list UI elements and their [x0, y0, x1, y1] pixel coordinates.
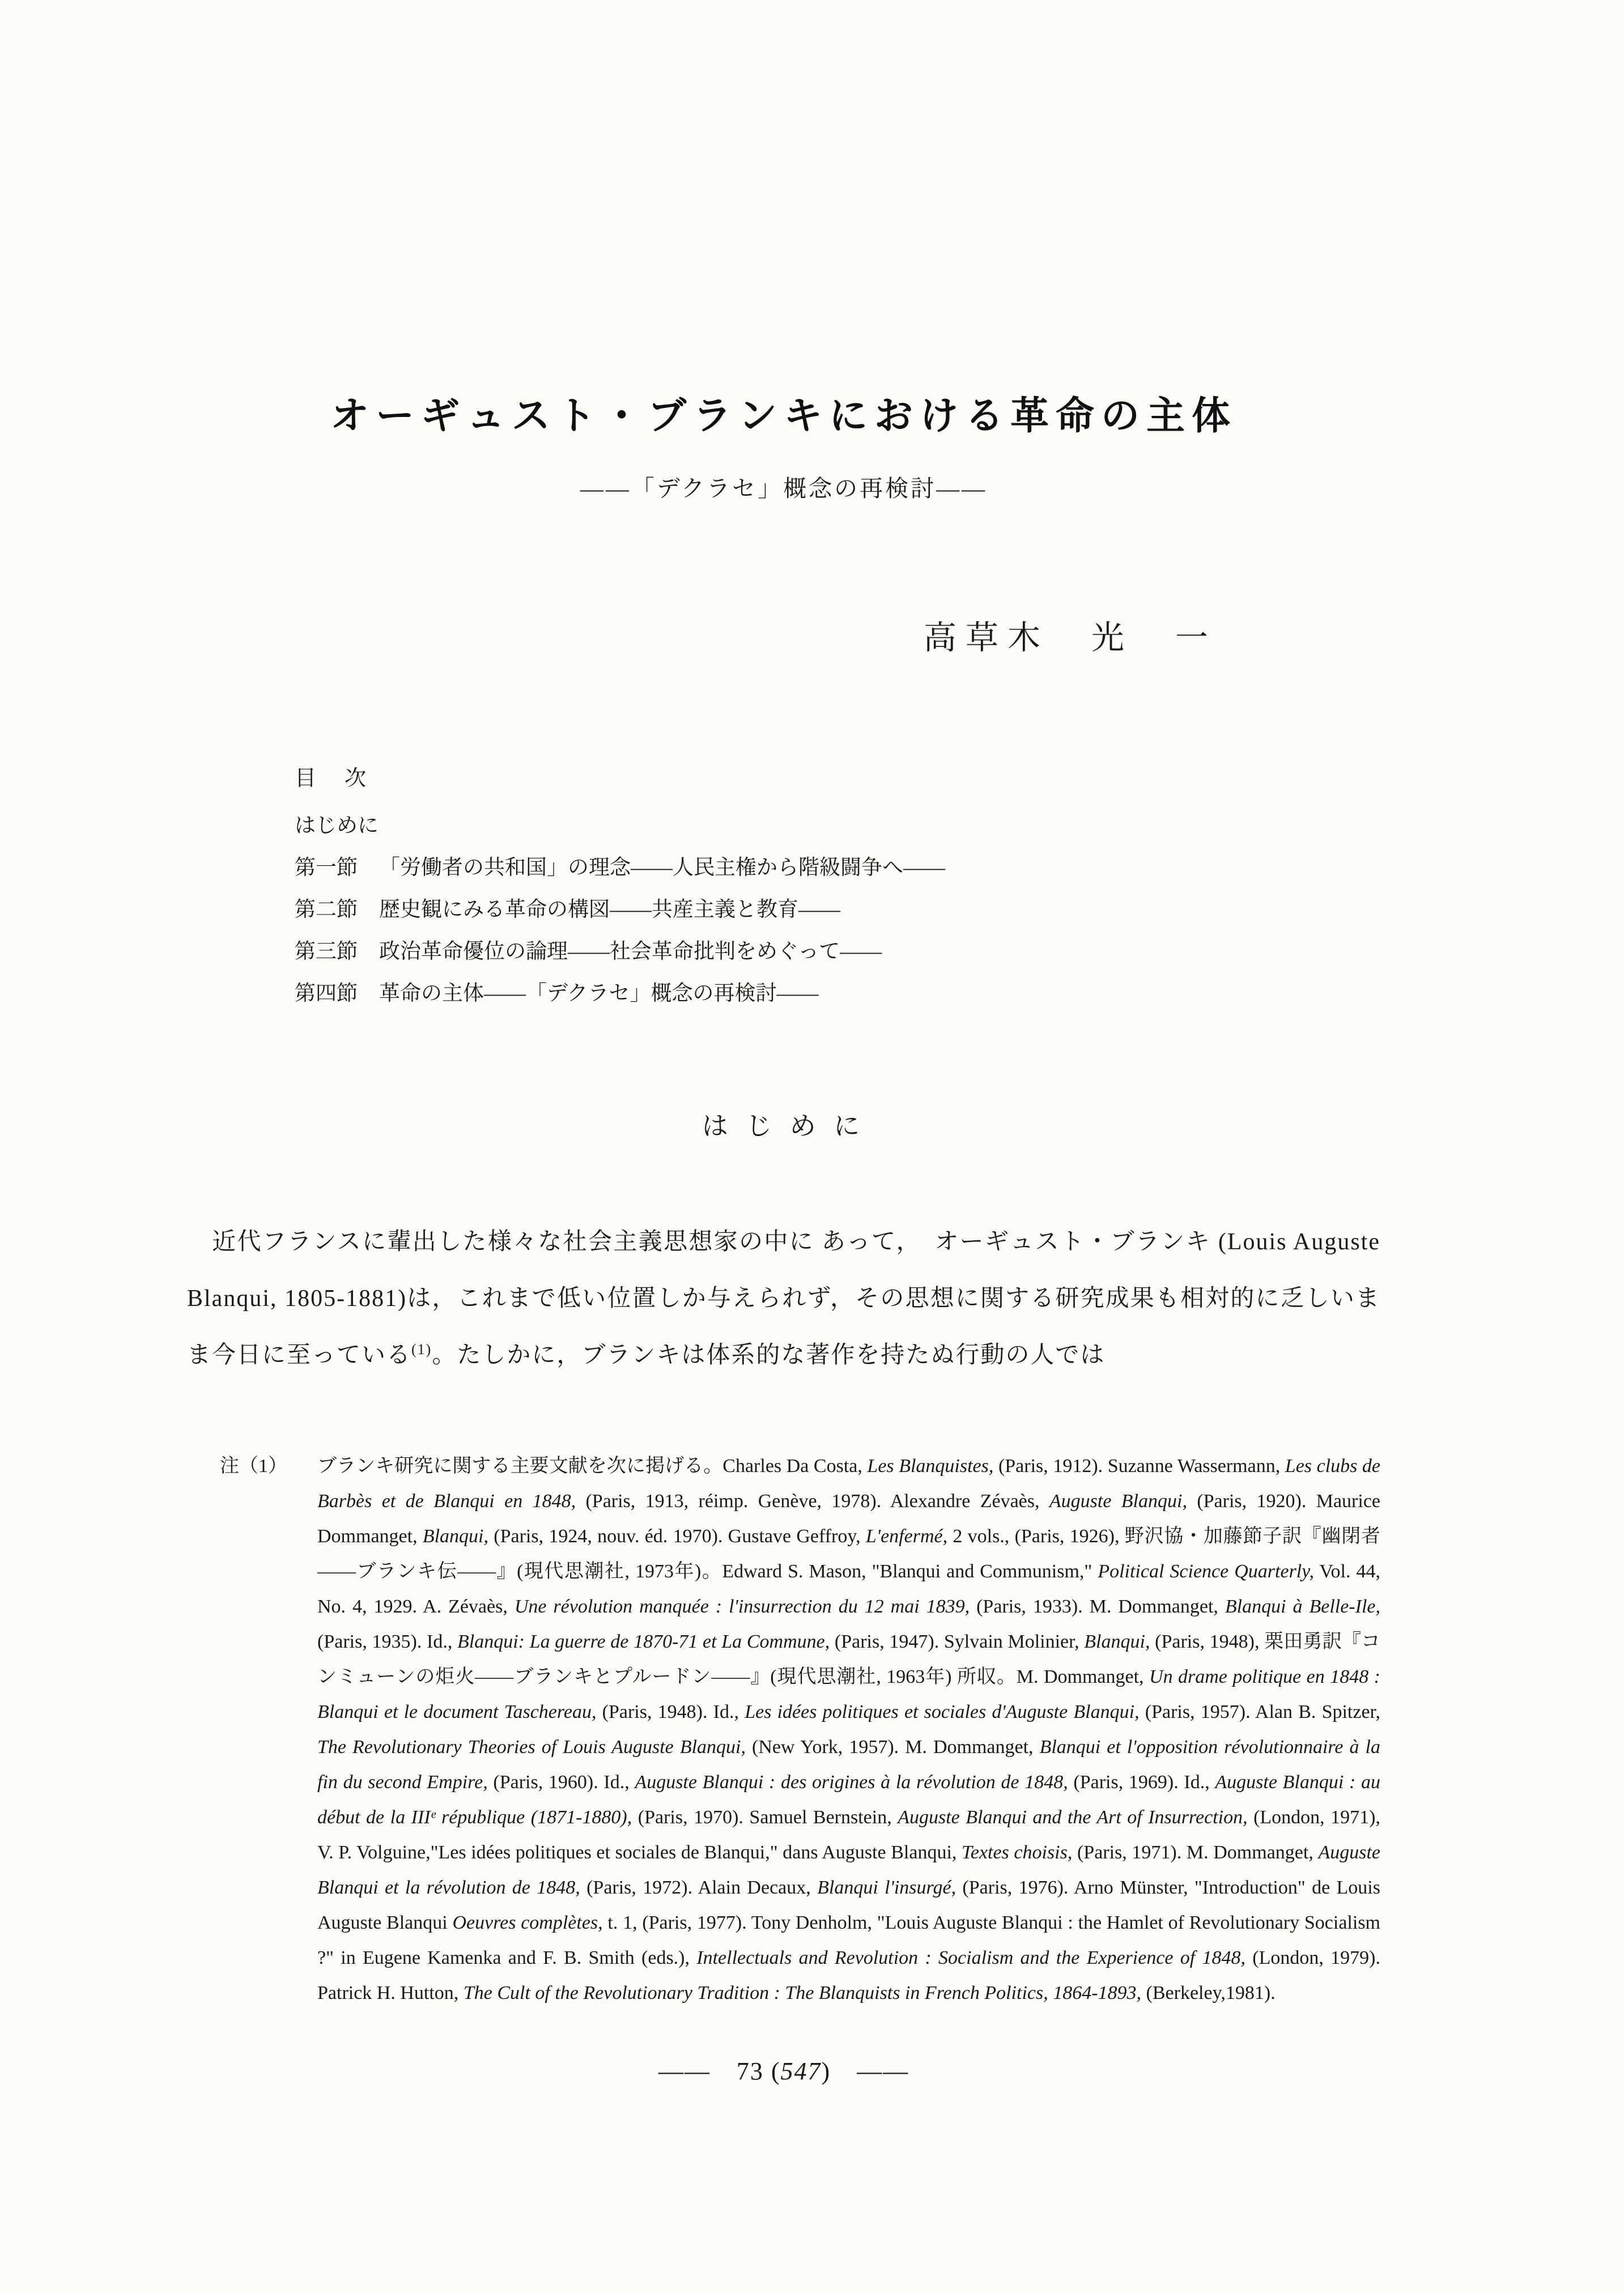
- toc-item-label: 第一節: [295, 856, 358, 879]
- toc-item: [295, 847, 1380, 889]
- page-number: —— 73 (547) ——: [658, 2057, 909, 2085]
- section-heading-hajimeni: は じ め に: [702, 1112, 866, 1141]
- toc-item: [295, 973, 1380, 1015]
- toc-item-text: 「労働者の共和国」の理念——人民主権から階級闘争へ——: [379, 856, 945, 879]
- toc-item-text: 革命の主体——「デクラセ」概念の再検討——: [379, 982, 819, 1005]
- body-paragraph: 近代フランスに輩出した様々な社会主義思想家の中に あって， オーギュスト・ブランキ (Louis Auguste Blanqui, 1805-1881)は，これまで低い位置しか与えられず，その思想に関する研究成果も相対的に乏しいまま今日に至っている$^{(1)}$。たしかに，ブランキは体系的な著作を持たぬ行動の人では: [187, 1229, 1380, 1368]
- toc-item: [295, 805, 1380, 847]
- author-name: 高草木 光 一: [924, 619, 1218, 656]
- toc-item-label: 第二節: [295, 898, 358, 921]
- footnote-text: ブランキ研究に関する主要文献を次に掲げる。Charles Da Costa, Les Blanquistes, (Paris, 1912). Suzanne Wassermann, Les clubs de Barbès et de Blanqui en 1848, (Paris, 1913, réimp. Genève, 1978). Alexandre Zévaès, Auguste Blanqui, (Paris, 1920). Maurice Dommanget, Blanqui, (Paris, 1924, nouv. éd. 1970). Gustave Geffroy, L'enfermé, 2 vols., (Paris, 1926), 野沢協・加藤節子訳『幽閉者——ブランキ伝——』(現代思潮社, 1973年)。Edward S. Mason, "Blanqui and Communism," Political Science Quarterly, Vol. 44, No. 4, 1929. A. Zévaès, Une révolution manquée : l'insurrection du 12 mai 1839, (Paris, 1933). M. Dommanget, Blanqui à Belle-Ile, (Paris, 1935). Id., Blanqui: La guerre de 1870-71 et La Commune, (Paris, 1947). Sylvain Molinier, Blanqui, (Paris, 1948), 栗田勇訳『コンミューンの炬火——ブランキとプルードン——』(現代思潮社, 1963年) 所収。M. Dommanget, Un drame politique en 1848 : Blanqui et le document Taschereau, (Paris, 1948). Id., Les idées politiques et sociales d'Auguste Blanqui, (Paris, 1957). Alan B. Spitzer, The Revolutionary Theories of Louis Auguste Blanqui, (New York, 1957). M. Dommanget, Blanqui et l'opposition révolutionnaire à la fin du second Empire, (Paris, 1960). Id., Auguste Blanqui : des origines à la révolution de 1848, (Paris, 1969). Id., Auguste Blanqui : au début de la IIIᵉ république (1871-1880), (Paris, 1970). Samuel Bernstein, Auguste Blanqui and the Art of Insurrection, (London, 1971), V. P. Volguine,"Les idées politiques et sociales de Blanqui," dans Auguste Blanqui, Textes choisis, (Paris, 1971). M. Dommanget, Auguste Blanqui et la révolution de 1848, (Paris, 1972). Alain Decaux, Blanqui l'insurgé, (Paris, 1976). Arno Münster, "Introduction" de Louis Auguste Blanqui Oeuvres complètes, t. 1, (Paris, 1977). Tony Denholm, "Louis Auguste Blanqui : the Hamlet of Revolutionary Socialism ?" in Eugene Kamenka and F. B. Smith (eds.), Intellectuals and Revolution : Socialism and the Experience of 1848, (London, 1979). Patrick H. Hutton, The Cult of the Revolutionary Tradition : The Blanquists in French Politics, 1864-1893, (Berkeley,1981).: [317, 1456, 1381, 2003]
- toc-item-label: 第四節: [295, 982, 358, 1005]
- footnote-label: 注（1）: [220, 1456, 287, 1477]
- toc-heading: 目 次: [295, 767, 370, 790]
- page-content: [187, 385, 1380, 2087]
- toc-item: [295, 931, 1380, 973]
- table-of-contents: [295, 758, 1380, 1015]
- toc-item-label: 第三節: [295, 940, 358, 963]
- footnote-block: [220, 1449, 1380, 2011]
- toc-item-text: 政治革命優位の論理——社会革命批判をめぐって——: [379, 940, 882, 963]
- toc-item-text: 歴史観にみる革命の構図——共産主義と教育——: [379, 898, 840, 921]
- toc-item-text: はじめに: [295, 814, 379, 837]
- article-subtitle: ——「デクラセ」概念の再検討——: [580, 475, 988, 501]
- toc-item: [295, 889, 1380, 931]
- article-title: オーギュスト・ブランキにおける革命の主体: [330, 394, 1237, 437]
